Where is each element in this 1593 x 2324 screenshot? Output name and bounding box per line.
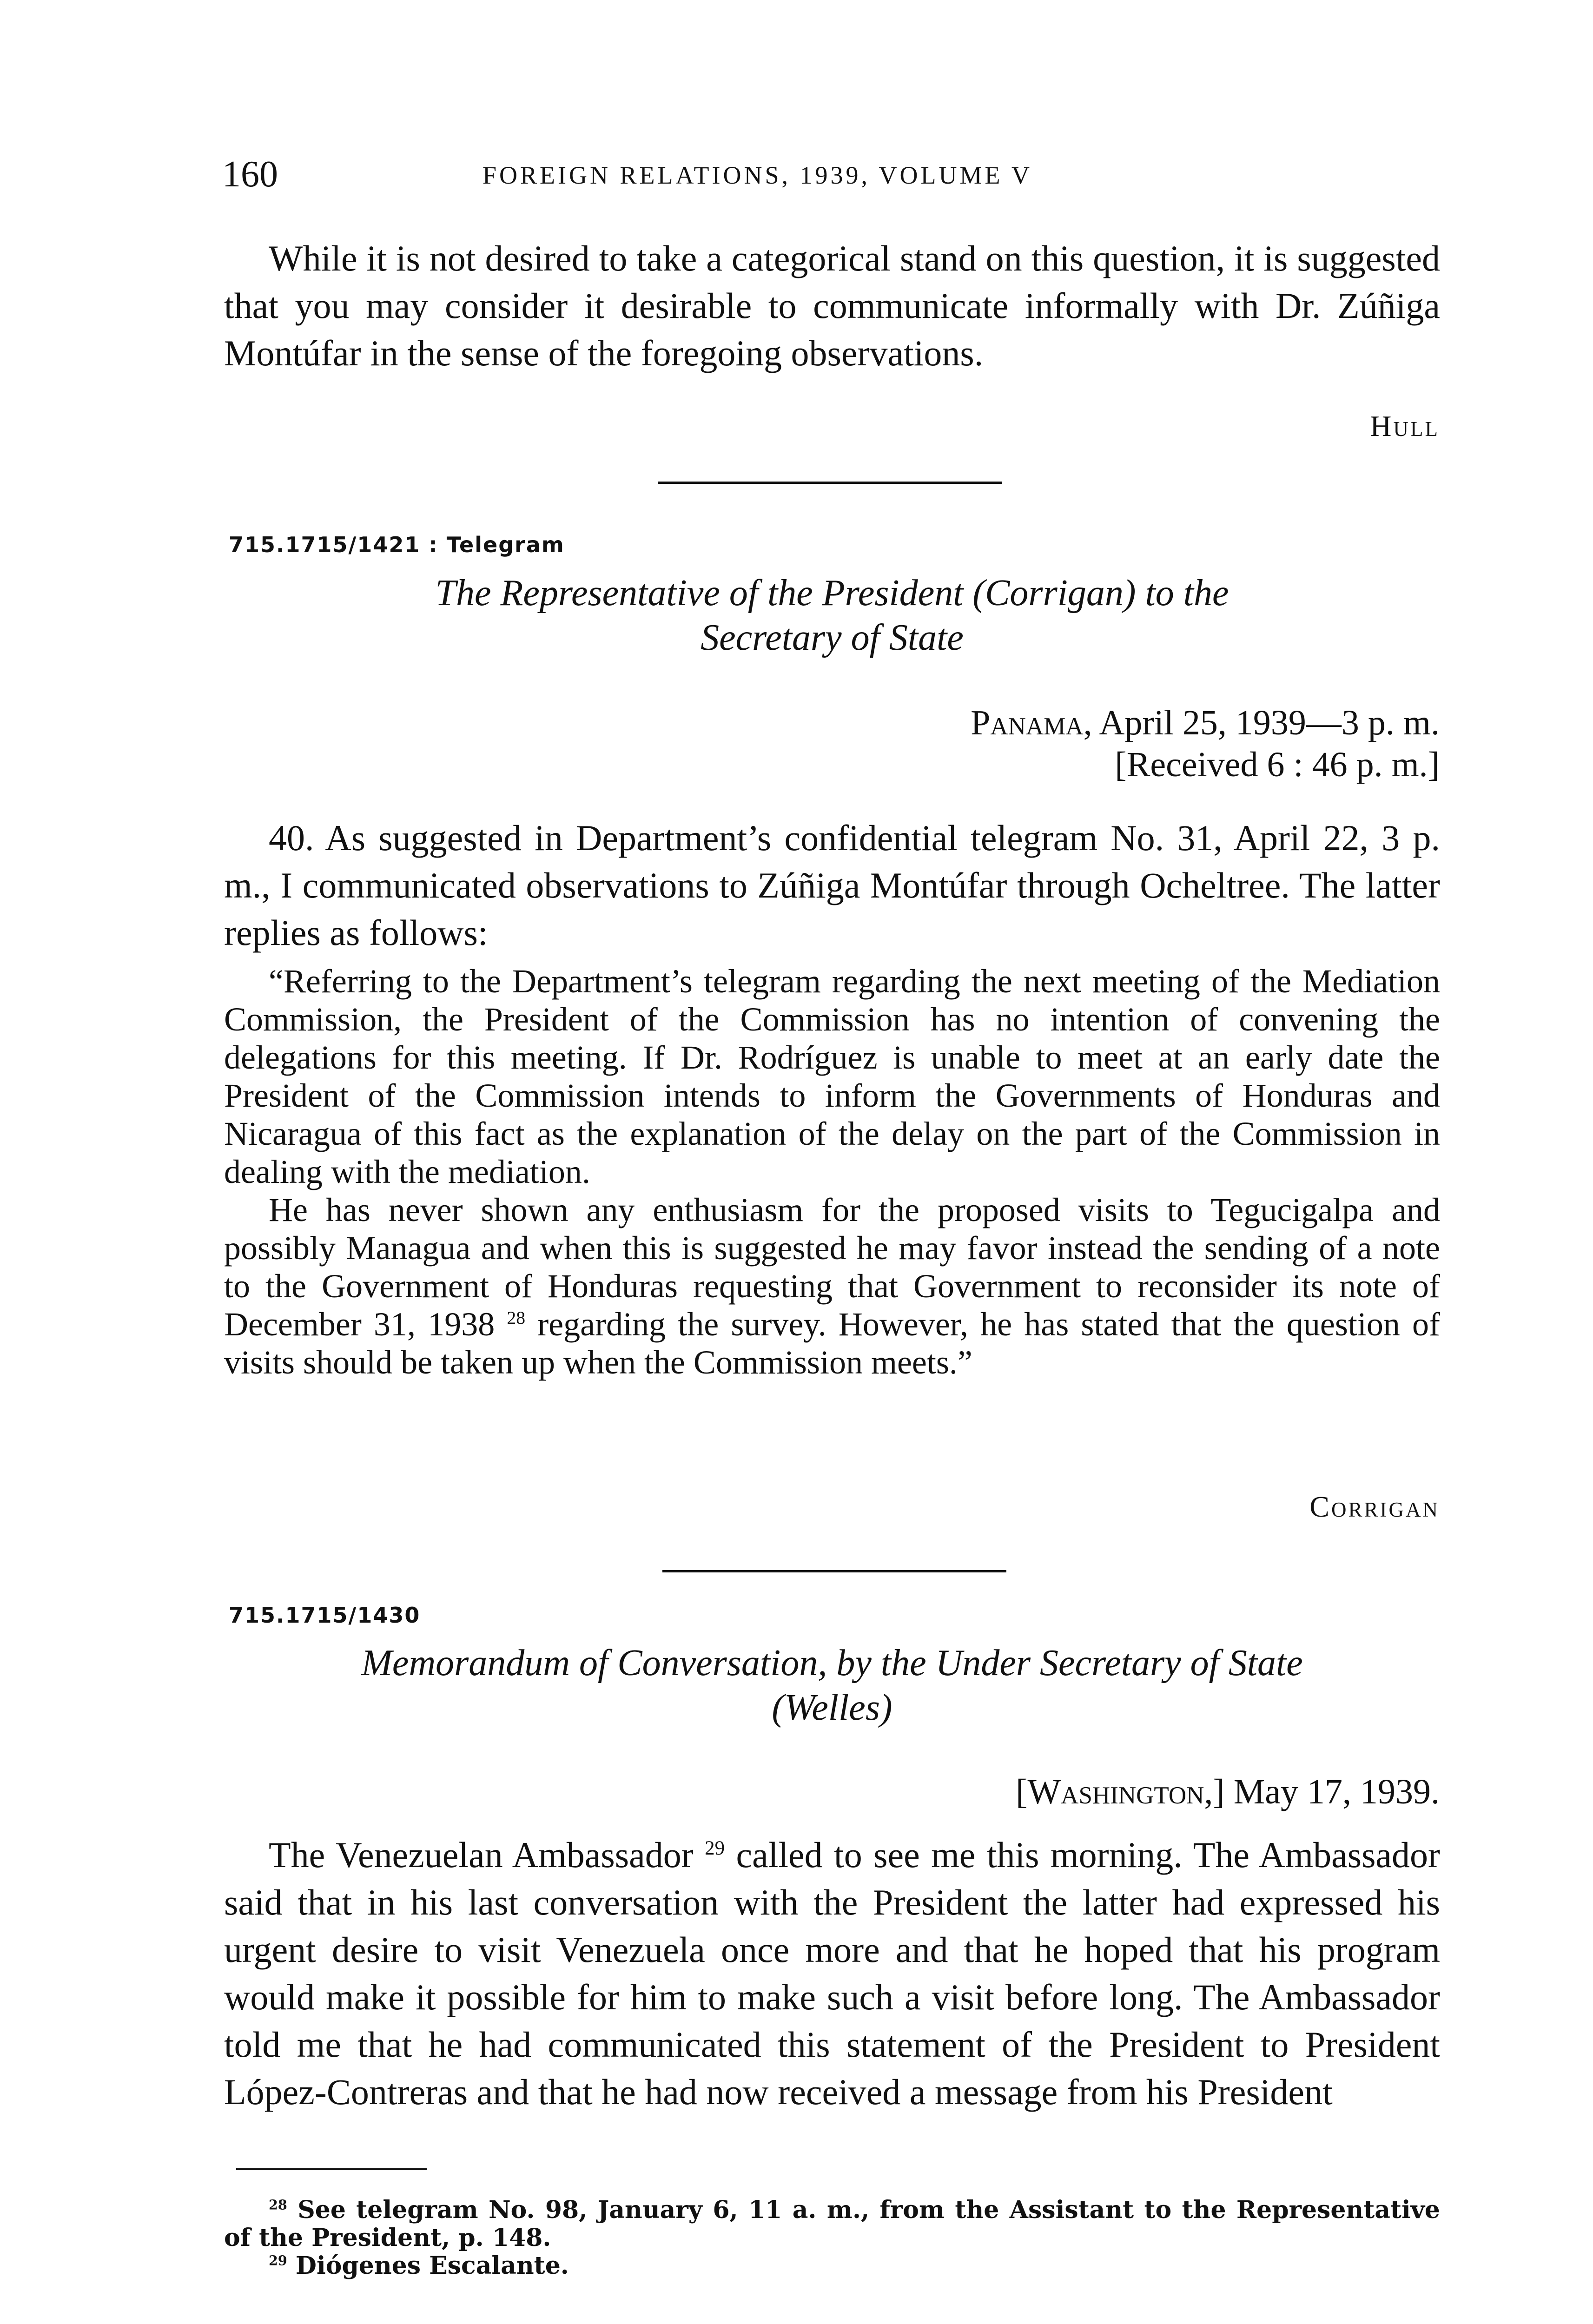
footnotes [224,2196,1440,2280]
quoted-reply [224,962,1440,1381]
footnote-rule [236,2168,427,2170]
memorandum-paragraph [224,1831,1440,2116]
telegram-paragraph-text: 40. As suggested in Department’s confidential telegram No. 31, April 22, 3 p. m., I communicated observations to Zúñiga Montúfar through Ocheltree. The latter replies as follows: [224,818,1440,953]
quoted-paragraph [224,1191,1440,1381]
dateline-place: Panama, [971,703,1092,742]
document-title-line: Memorandum of Conversation, by the Under Secretary of State [361,1643,1303,1684]
footnote-mark: 28 [269,2197,287,2213]
dateline-place: [Washington,] [1016,1772,1225,1811]
signature-hull: Hull [1370,409,1440,442]
page-number: 160 [222,154,278,195]
footnote-text: See telegram No. 98, January 6, 11 a. m., from the Assistant to the Representative of the President, p. 148. [224,2196,1441,2252]
footnote-mark: 29 [269,2252,287,2269]
section-divider [658,482,1002,484]
opening-paragraph-text: While it is not desired to take a categorical stand on this question, it is suggested that you may consider it desirable to communicate informally with Dr. Zúñiga Montúfar in the sense of the foregoing observations. [224,238,1440,373]
file-reference: 715.1715/1430 [229,1603,421,1628]
footnote [224,2252,1440,2280]
section-divider [662,1570,1006,1572]
document-title [224,1641,1440,1730]
opening-paragraph [224,235,1440,377]
date-line [971,702,1440,744]
memorandum-text: The Venezuelan Ambassador [269,1835,694,1875]
dateline-date: May 17, 1939. [1233,1772,1440,1811]
dateline-date: April 25, 1939—3 p. m. [1099,703,1440,742]
footnote-reference: 29 [705,1837,725,1859]
quoted-paragraph-text: regarding the survey. However, he has stated that the question of visits should be taken up when the Commission meets.” [224,1306,1441,1381]
memorandum-paragraph-text [224,1831,1440,2116]
quoted-paragraph-text: He has never shown any enthusiasm for the proposed visits to Tegucigalpa and possibly Managua and when this is suggested he may favor instead the sending of a note to the Government of Honduras requesting that Government to reconsider its note of December 31, 1938 [224,1191,1440,1343]
dateline [971,702,1440,786]
footnote [224,2196,1440,2252]
signature-corrigan: Corrigan [1309,1490,1440,1523]
document-title-line: The Representative of the President (Corrigan) to the [435,573,1229,614]
dateline [1016,1771,1440,1813]
document-title-line: Secretary of State [701,617,964,658]
footnote-reference: 28 [507,1307,525,1328]
quoted-paragraph: “Referring to the Department’s telegram regarding the next meeting of the Mediation Commission, the President of the Commission has no intention of convening the delegations for this meeting. If Dr. Rodríguez is unable to meet at an early date the President of the Commission intends to inform the Governments of Honduras and Nicaragua of this fact as the explanation of the delay on the part of the Commission in dealing with the mediation. [224,963,1440,1190]
footnote-text: Diógenes Escalante. [295,2251,569,2280]
file-reference: 715.1715/1421 : Telegram [229,532,565,557]
document-title-line: (Welles) [772,1687,892,1728]
document-title [224,571,1440,660]
running-head-title: FOREIGN RELATIONS, 1939, VOLUME V [483,161,1033,189]
telegram-paragraph [224,814,1440,957]
memorandum-text: called to see me this morning. The Ambassador said that in his last conversation with the President the latter had expressed his urgent desire to visit Venezuela once more and that he hoped that his program would make it possible for him to make such a visit before long. The Ambassador told me that he had communicated this statement of the President to President López-Contreras and that he had now received a message from his President [224,1835,1441,2112]
running-header [222,151,1440,202]
received-line: [Received 6 : 46 p. m.] [1115,745,1440,784]
